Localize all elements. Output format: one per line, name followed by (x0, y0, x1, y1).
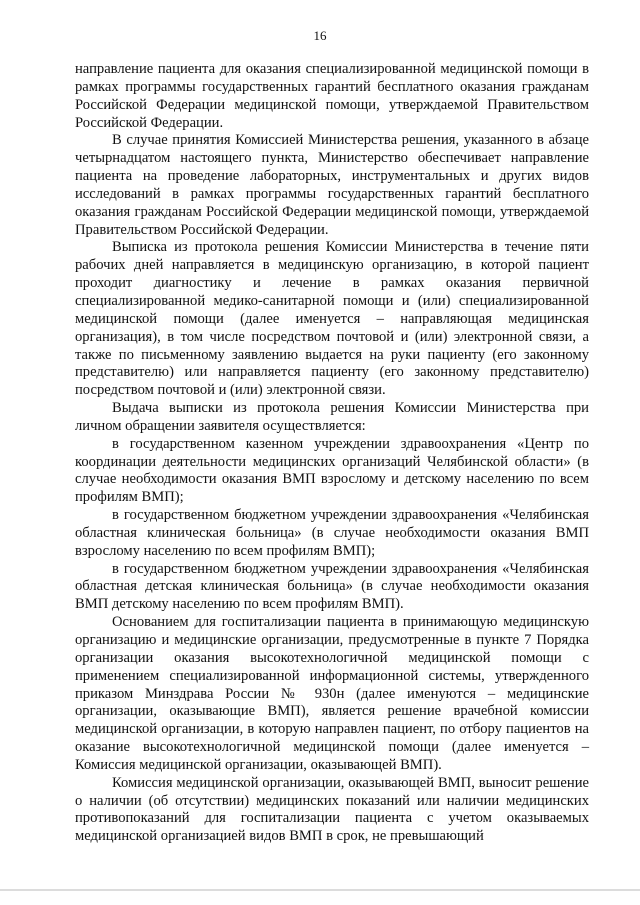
page-number: 16 (313, 28, 327, 43)
paragraph-issuance-childrens-hospital: в государственном бюджетном учреждении здравоохранения «Челябинская областная детская клиническая больница» (в случае необходимости оказания ВМП детскому населению по всем профилям ВМП). (75, 560, 589, 613)
paragraph-issuance-regional-hospital: в государственном бюджетном учреждении здравоохранения «Челябинская областная клиническая больница» (в случае необходимости оказания ВМП взрослому населению по всем профилям ВМП); (75, 507, 589, 559)
scan-edge-divider (0, 889, 640, 891)
paragraph-extract-issuance: Выдача выписки из протокола решения Комиссии Министерства при личном обращении заявителя осуществляется: (75, 400, 589, 434)
paragraph-hospitalization-basis: Основанием для госпитализации пациента в принимающую медицинскую организацию и медицинские организации, предусмотренные в пункте 7 Порядка организации оказания высокотехнологичной медицинской помощи с применением специализированной информационной системы, утвержденного приказом Минздрава России № 930н (далее именуются – медицинские организации, оказывающие ВМП), является решение врачебной комиссии медицинской организации, в которую направлен пациент, по отбору пациентов на оказание высокотехнологичной медицинской помощи (далее именуется – Комиссия медицинской организации, оказывающей ВМП). (75, 614, 589, 773)
paragraph-protocol-extract: Выписка из протокола решения Комиссии Министерства в течение пяти рабочих дней направляется в медицинскую организацию, в которой пациент проходит диагностику и лечение в рамках оказания первичной специализированной медико-санитарной помощи и (или) специализированной медицинской помощи (далее именуется – направляющая медицинская организация), в том числе посредством почтовой и (или) электронной связи, а также по письменному заявлению выдается на руки пациенту (его законному представителю) или направляется пациенту (его законному представителю) посредством почтовой и (или) электронной связи. (75, 239, 589, 399)
document-body (75, 61, 589, 846)
paragraph-commission-vmp: Комиссия медицинской организации, оказывающей ВМП, выносит решение о наличии (об отсутствии) медицинских показаний или наличии медицинских противопоказаний для госпитализации пациента с учетом оказываемых медицинской организацией видов ВМП в срок, не превышающий (75, 774, 589, 845)
paragraph-issuance-center: в государственном казенном учреждении здравоохранения «Центр по координации деятельности медицинских организаций Челябинской области» (в случае необходимости оказания ВМП взрослому и детскому населению по всем профилям ВМП); (75, 435, 589, 506)
paragraph-continued: направление пациента для оказания специализированной медицинской помощи в рамках программы государственных гарантий бесплатного оказания гражданам Российской Федерации медицинской помощи, утверждаемой Правительством Российской Федерации. (75, 61, 589, 131)
paragraph-commission-decision: В случае принятия Комиссией Министерства решения, указанного в абзаце четырнадцатом настоящего пункта, Министерство обеспечивает направление пациента на проведение лабораторных, инструментальных и других видов исследований в рамках программы государственных гарантий бесплатного оказания гражданам Российской Федерации медицинской помощи, утверждаемой Правительством Российской Федерации. (75, 132, 589, 238)
